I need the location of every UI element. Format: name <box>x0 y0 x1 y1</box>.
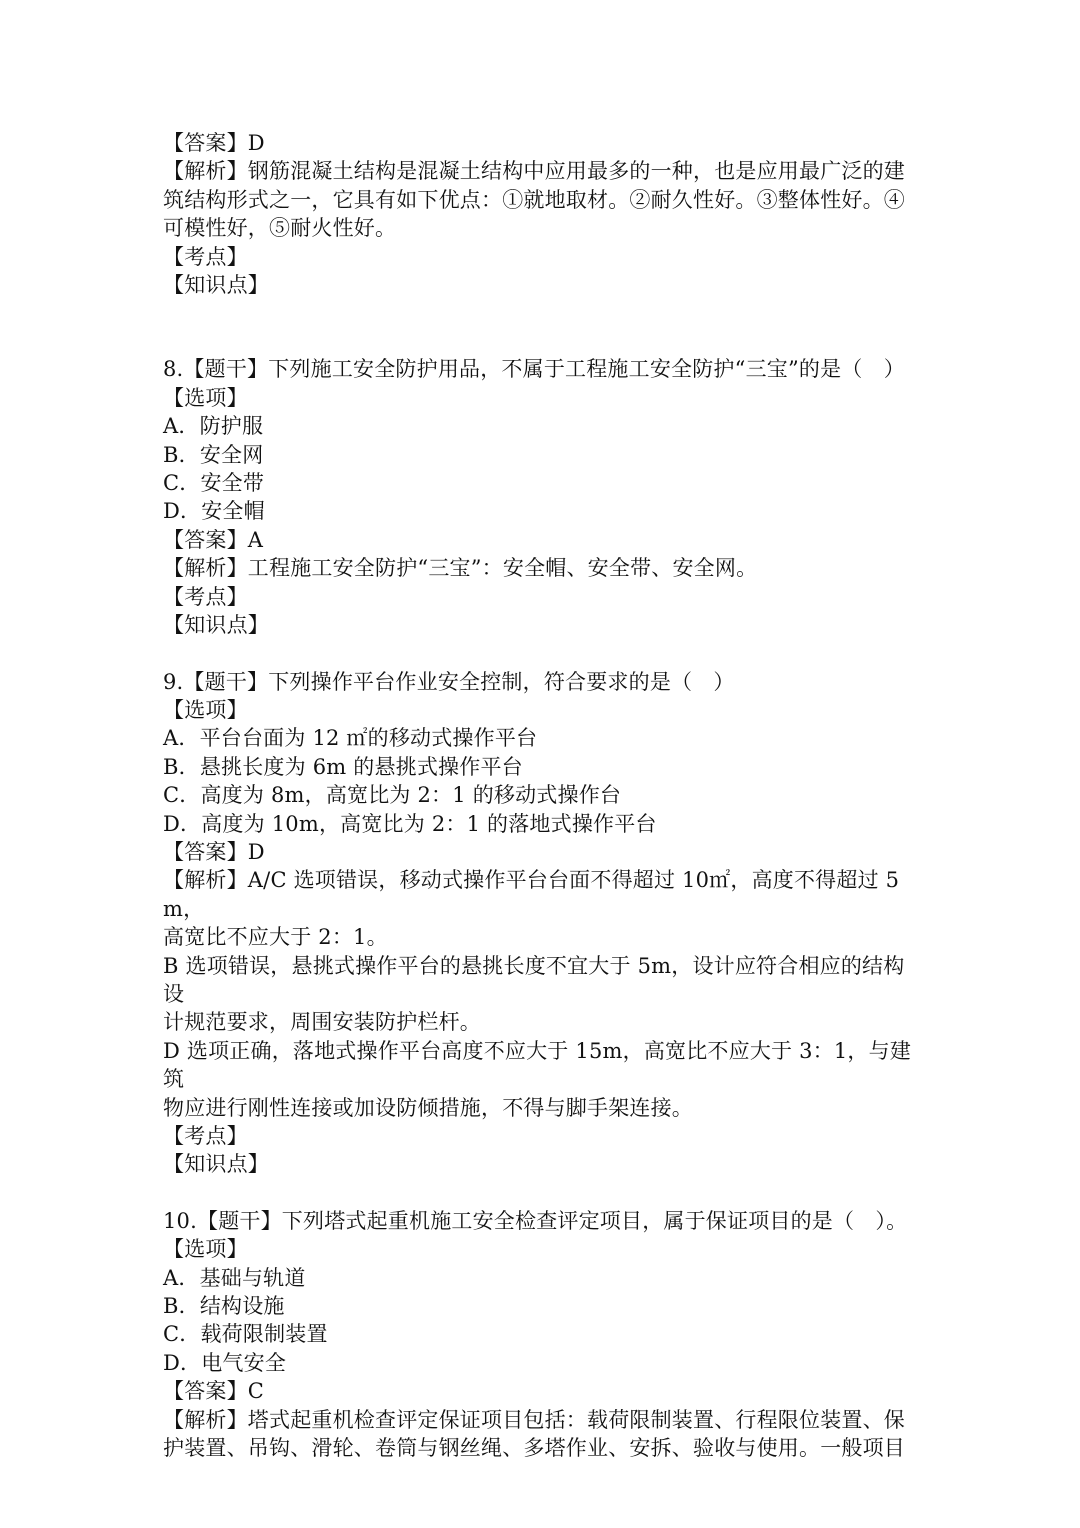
option-a: A．基础与轨道 <box>163 1265 306 1290</box>
analysis-line: 计规范要求，周围安装防护栏杆。 <box>163 1010 481 1035</box>
option-d: D．高度为 10m，高宽比为 2：1 的落地式操作平台 <box>163 811 657 836</box>
document-page <box>163 129 923 1462</box>
knowledge-point-line: 【知识点】 <box>163 273 269 298</box>
option-d: D．安全帽 <box>163 499 265 524</box>
answer-line: 【答案】D <box>163 131 265 155</box>
question-8 <box>163 355 923 639</box>
analysis-line: 【解析】钢筋混凝土结构是混凝土结构中应用最多的一种，也是应用最广泛的建 <box>163 159 905 184</box>
question-stem: 10.【题干】下列塔式起重机施工安全检查评定项目，属于保证项目的是（ ）。 <box>163 1208 908 1233</box>
analysis-line: 筑结构形式之一，它具有如下优点：①就地取材。②耐久性好。③整体性好。④ <box>163 187 905 212</box>
option-c: C．安全带 <box>163 471 265 496</box>
options-heading: 【选项】 <box>163 1237 248 1262</box>
question-9 <box>163 668 923 1179</box>
knowledge-point-line: 【知识点】 <box>163 1152 269 1177</box>
exam-point-line: 【考点】 <box>163 244 248 269</box>
option-a: A．平台台面为 12 ㎡的移动式操作平台 <box>163 726 538 751</box>
analysis-line: 【解析】塔式起重机检查评定保证项目包括：载荷限制装置、行程限位装置、保 <box>163 1407 905 1432</box>
option-a: A．防护服 <box>163 414 264 439</box>
question-10 <box>163 1207 923 1463</box>
question-7-tail <box>163 129 923 299</box>
question-stem: 9.【题干】下列操作平台作业安全控制，符合要求的是（ ） <box>163 669 735 694</box>
analysis-line: 【解析】A/C 选项错误，移动式操作平台台面不得超过 10㎡，高度不得超过 5m， <box>163 868 900 921</box>
option-c: C．载荷限制装置 <box>163 1322 328 1347</box>
option-d: D．电气安全 <box>163 1350 287 1375</box>
option-b: B．悬挑长度为 6m 的悬挑式操作平台 <box>163 754 523 779</box>
option-c: C．高度为 8m，高宽比为 2：1 的移动式操作台 <box>163 783 622 808</box>
exam-point-line: 【考点】 <box>163 584 248 609</box>
options-heading: 【选项】 <box>163 385 248 410</box>
analysis-line: D 选项正确，落地式操作平台高度不应大于 15m，高宽比不应大于 3：1，与建筑 <box>163 1038 912 1092</box>
spacer <box>163 640 923 668</box>
analysis-line: 可模性好，⑤耐火性好。 <box>163 216 397 241</box>
answer-line: 【答案】D <box>163 839 265 864</box>
analysis-line: B 选项错误，悬挑式操作平台的悬挑长度不宜大于 5m，设计应符合相应的结构设 <box>163 953 905 1006</box>
options-heading: 【选项】 <box>163 697 248 722</box>
option-b: B．安全网 <box>163 442 264 467</box>
spacer <box>163 1179 923 1207</box>
spacer <box>163 299 923 355</box>
answer-line: 【答案】C <box>163 1379 265 1404</box>
analysis-line: 护装置、吊钩、滑轮、卷筒与钢丝绳、多塔作业、安拆、验收与使用。一般项目 <box>163 1436 905 1461</box>
answer-line: 【答案】A <box>163 527 264 552</box>
analysis-line: 高宽比不应大于 2：1。 <box>163 925 388 950</box>
question-stem: 8.【题干】下列施工安全防护用品，不属于工程施工安全防护“三宝”的是（ ） <box>163 357 905 382</box>
exam-point-line: 【考点】 <box>163 1124 248 1148</box>
knowledge-point-line: 【知识点】 <box>163 613 269 638</box>
analysis-line: 【解析】工程施工安全防护“三宝”：安全帽、安全带、安全网。 <box>163 556 758 581</box>
option-b: B．结构设施 <box>163 1294 285 1319</box>
analysis-line: 物应进行刚性连接或加设防倾措施，不得与脚手架连接。 <box>163 1095 693 1120</box>
